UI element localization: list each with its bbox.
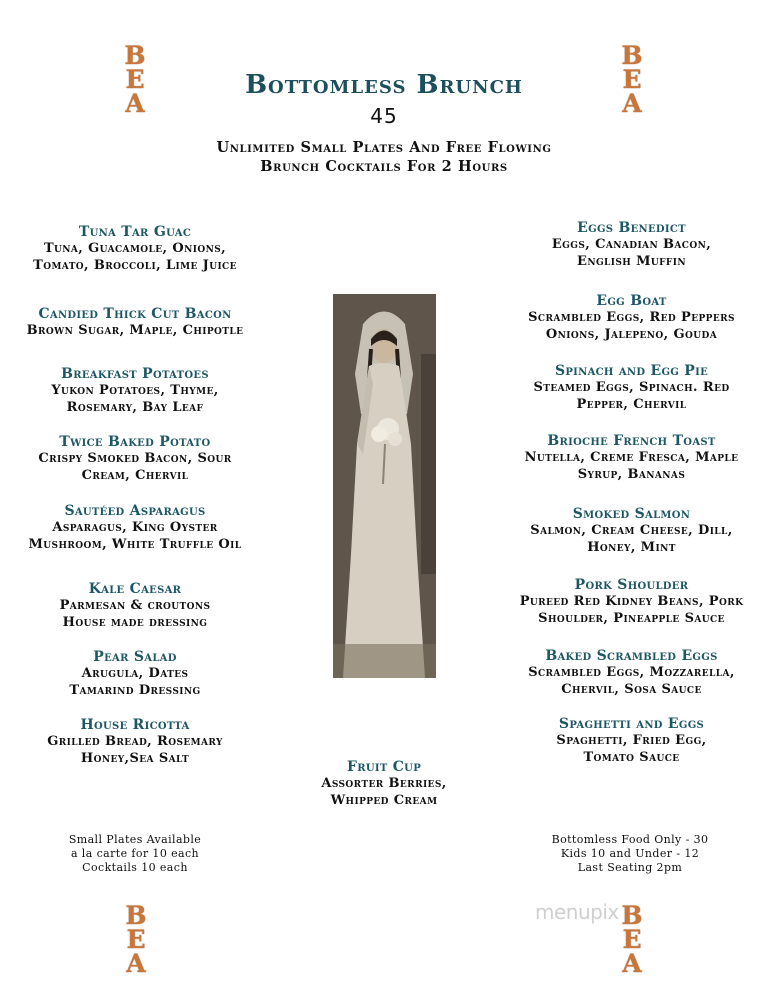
vintage-bride-photo: [333, 294, 436, 678]
item-desc: Steamed Eggs, Spinach. Red: [533, 380, 730, 395]
item-name: Pork Shoulder: [574, 577, 689, 593]
footer-right-line-3: Last Seating 2pm: [577, 861, 683, 874]
menu-item: [0, 648, 270, 699]
menu-item: [0, 716, 270, 767]
logo-letter-e: E: [622, 925, 642, 954]
item-desc: Assorter Berries,: [321, 776, 447, 791]
item-name: Smoked Salmon: [572, 506, 691, 522]
logo-letter-b: B: [125, 901, 147, 930]
item-name: Sautéed Asparagus: [64, 503, 206, 519]
item-desc: Nutella, Creme Fresca, Maple: [524, 450, 739, 465]
logo-letter-b: B: [621, 41, 643, 70]
logo-letter-b: B: [621, 901, 643, 930]
item-desc: Brown Sugar, Maple, Chipotle: [26, 323, 244, 338]
item-name: Breakfast Potatoes: [61, 366, 209, 382]
menu-title: Bottomless Brunch: [245, 70, 523, 100]
menu-item: [495, 647, 768, 698]
item-desc: Scrambled Eggs, Red Peppers: [528, 310, 735, 325]
menu-item: [495, 219, 768, 270]
item-desc: Eggs, Canadian Bacon,: [551, 237, 712, 252]
bea-logo-bottom-left: [123, 901, 149, 978]
logo-letter-b: B: [124, 41, 146, 70]
item-desc: Crispy Smoked Bacon, Sour: [38, 451, 232, 466]
menu-item: [0, 433, 270, 484]
menu-price: 45: [370, 104, 398, 128]
item-name: Twice Baked Potato: [59, 434, 211, 450]
subtitle-line-1: Unlimited Small Plates And Free Flowing: [216, 139, 552, 156]
menu-item: [495, 715, 768, 766]
item-desc: Spaghetti, Fried Egg,: [556, 733, 707, 748]
item-name: Eggs Benedict: [577, 220, 686, 236]
item-name: Candied Thick Cut Bacon: [38, 306, 232, 322]
item-desc: Scrambled Eggs, Mozzarella,: [528, 665, 735, 680]
logo-letter-a: A: [622, 89, 642, 118]
subtitle-line-2: Brunch Cocktails For 2 Hours: [260, 158, 508, 175]
menu-item: [0, 305, 270, 340]
item-desc: Honey, Mint: [587, 539, 676, 555]
menu-item: [0, 502, 270, 553]
item-desc: Honey,Sea Salt: [80, 750, 190, 766]
footer-right-line-1: Bottomless Food Only - 30: [551, 833, 709, 846]
item-name: Egg Boat: [596, 293, 667, 309]
item-desc: Tomato, Broccoli, Lime Juice: [33, 257, 237, 273]
item-desc: Rosemary, Bay Leaf: [66, 399, 204, 415]
item-desc: English Muffin: [577, 253, 686, 269]
item-desc: Shoulder, Pineapple Sauce: [538, 610, 725, 626]
item-name: Spaghetti and Eggs: [558, 716, 705, 732]
item-name: Kale Caesar: [88, 581, 182, 597]
bea-logo-bottom-right: [619, 901, 645, 978]
item-name: House Ricotta: [80, 717, 190, 733]
menu-item: [495, 292, 768, 343]
menu-item: [0, 223, 270, 274]
menu-item: [495, 505, 768, 556]
footer-note-left: [30, 833, 240, 875]
item-desc: House made dressing: [62, 614, 208, 630]
logo-letter-a: A: [622, 949, 642, 978]
footer-left-line-1: Small Plates Available: [68, 833, 202, 846]
item-desc: Pureed Red Kidney Beans, Pork: [519, 594, 744, 609]
item-name: Pear Salad: [93, 649, 177, 665]
item-name: Baked Scrambled Eggs: [545, 648, 718, 664]
logo-letter-e: E: [126, 925, 146, 954]
item-desc: Arugula, Dates: [81, 666, 189, 681]
item-desc: Yukon Potatoes, Thyme,: [51, 383, 219, 398]
menu-item: [495, 362, 768, 413]
logo-letter-a: A: [126, 949, 146, 978]
item-desc: Cream, Chervil: [81, 467, 189, 483]
item-name: Spinach and Egg Pie: [554, 363, 709, 379]
menu-item: [0, 365, 270, 416]
menu-item-center: [284, 758, 484, 809]
item-desc: Whipped Cream: [330, 792, 438, 808]
item-desc: Parmesan & croutons: [59, 598, 211, 613]
item-desc: Asparagus, King Oyster: [52, 520, 218, 535]
item-desc: Chervil, Sosa Sauce: [561, 681, 702, 697]
footer-right-line-2: Kids 10 and Under - 12: [560, 847, 700, 860]
menu-item: [495, 432, 768, 483]
item-name: Tuna Tar Guac: [78, 224, 192, 240]
logo-letter-e: E: [125, 65, 145, 94]
photo-illustration: [333, 294, 436, 678]
item-desc: Pepper, Chervil: [576, 396, 687, 412]
item-desc: Tuna, Guacamole, Onions,: [43, 241, 227, 256]
item-desc: Tomato Sauce: [583, 749, 680, 765]
logo-letter-e: E: [622, 65, 642, 94]
menu-item: [0, 580, 270, 631]
footer-left-line-3: Cocktails 10 each: [82, 861, 188, 874]
item-name: Brioche French Toast: [547, 433, 716, 449]
menupix-watermark: menupix: [535, 900, 619, 924]
item-desc: Salmon, Cream Cheese, Dill,: [530, 523, 733, 538]
footer-note-right: [510, 833, 750, 875]
footer-left-line-2: a la carte for 10 each: [70, 847, 200, 860]
logo-letter-a: A: [125, 89, 145, 118]
item-name: Fruit Cup: [346, 759, 422, 775]
item-desc: Syrup, Bananas: [577, 466, 686, 482]
item-desc: Grilled Bread, Rosemary: [47, 734, 223, 749]
item-desc: Tamarind Dressing: [69, 682, 201, 698]
item-desc: Onions, Jalepeno, Gouda: [545, 326, 718, 342]
menu-item: [495, 576, 768, 627]
menu-subtitle: [0, 138, 768, 176]
item-desc: Mushroom, White Truffle Oil: [28, 536, 242, 552]
